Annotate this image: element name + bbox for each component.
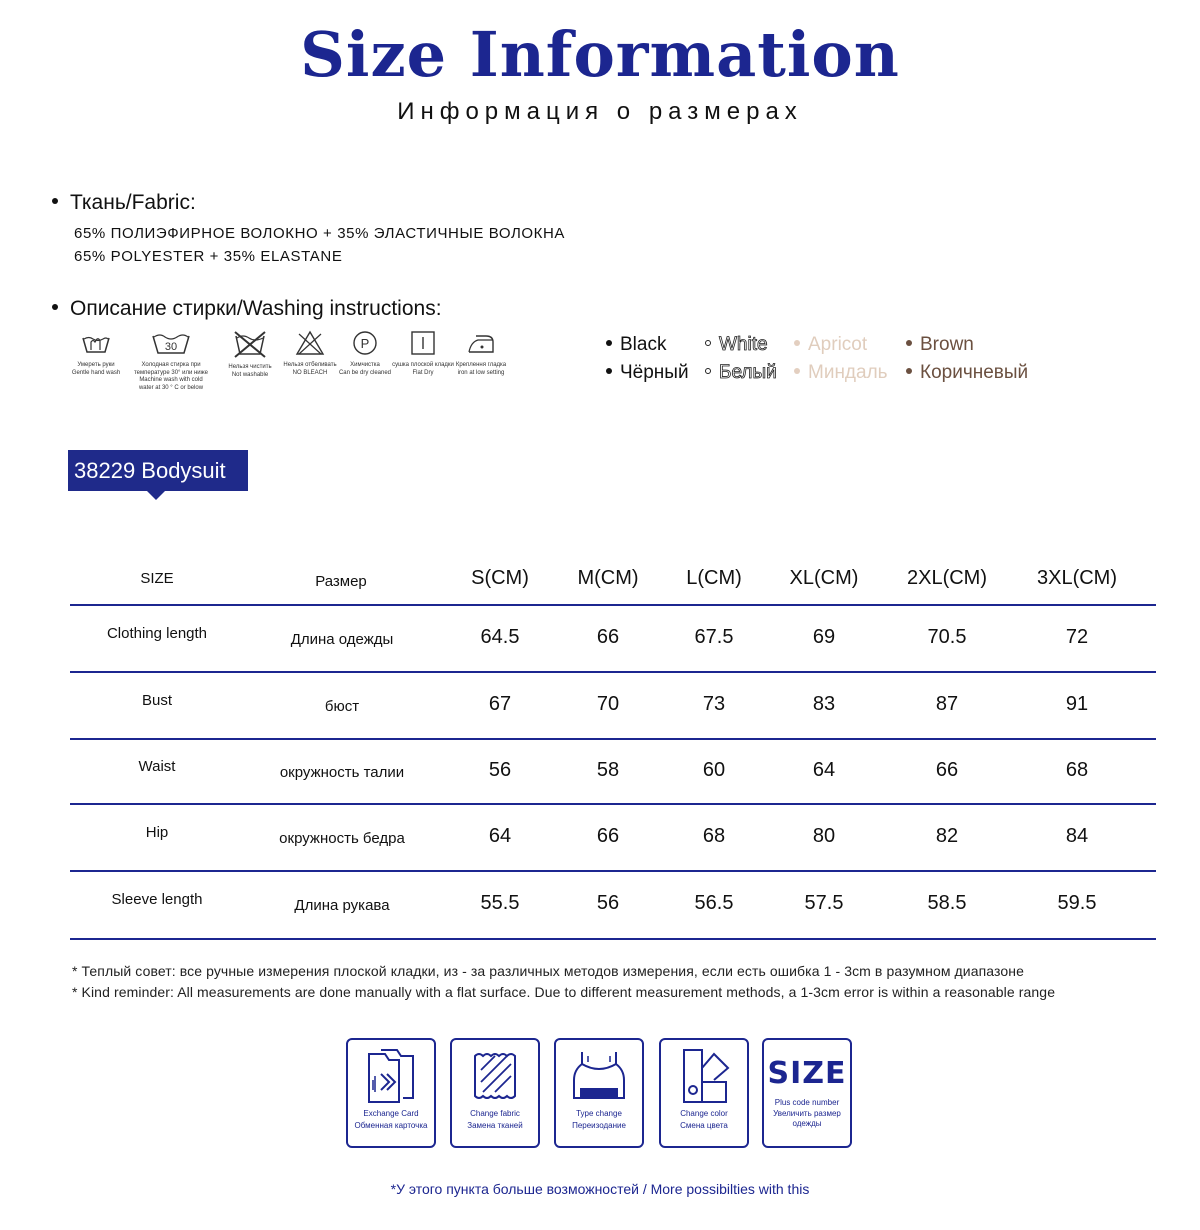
header-xl: XL(CM) bbox=[789, 567, 859, 589]
color-label: Apricot bbox=[808, 334, 868, 355]
size-icon: SIZE bbox=[767, 1056, 847, 1091]
feature-plus-size bbox=[762, 1038, 852, 1148]
size-value-cell: 56.5 bbox=[694, 892, 734, 914]
color-swatch bbox=[606, 368, 612, 374]
wash-caption-en: Can be dry cleaned bbox=[338, 369, 392, 376]
no-bleach-icon bbox=[295, 330, 325, 356]
hand-wash-icon bbox=[81, 330, 111, 356]
size-value-cell: 83 bbox=[812, 692, 836, 715]
table-row bbox=[0, 805, 1200, 870]
size-value-cell: 73 bbox=[702, 692, 726, 715]
feature-type-change bbox=[554, 1038, 644, 1148]
size-table bbox=[70, 550, 1156, 606]
wash-caption-ru: Нельзя отбеливать bbox=[283, 362, 337, 368]
color-options bbox=[606, 334, 1086, 394]
color-swatch bbox=[606, 340, 612, 346]
row-label-en: Bust bbox=[141, 691, 172, 709]
feature-change-color bbox=[659, 1038, 749, 1148]
feature-change-fabric bbox=[450, 1038, 540, 1148]
size-value-cell: 69 bbox=[812, 625, 836, 648]
more-possibilities-note: *У этого пункта больше возможностей / More possibilties with this bbox=[390, 1181, 810, 1197]
header-size-en: SIZE bbox=[140, 570, 174, 587]
wash-caption-en: Machine wash with cold water at 30 ° C or below bbox=[138, 377, 204, 391]
svg-text:30: 30 bbox=[164, 341, 178, 353]
color-option-black[interactable] bbox=[606, 334, 666, 356]
bullet-dot bbox=[52, 304, 58, 310]
size-value-cell: 70.5 bbox=[927, 625, 967, 648]
color-label: Миндаль bbox=[808, 362, 888, 383]
size-value-cell: 57.5 bbox=[804, 892, 844, 914]
color-option-brown-ru[interactable] bbox=[906, 362, 1028, 384]
size-value-cell: 56 bbox=[488, 758, 512, 781]
wash-caption-ru: Нельзя чистить bbox=[228, 364, 272, 370]
wash-caption-en: Gentle hand wash bbox=[71, 369, 121, 376]
wash-caption-ru: Умереть руки bbox=[77, 362, 115, 368]
feature-label-ru: Обменная карточка bbox=[354, 1121, 428, 1130]
feature-label-en: Type change bbox=[576, 1109, 622, 1118]
feature-label-ru: Замена тканей bbox=[467, 1121, 523, 1130]
size-value-cell: 67 bbox=[488, 692, 512, 715]
color-swatch bbox=[906, 340, 912, 346]
wash-caption-ru: сушка плоской кладки bbox=[392, 362, 454, 368]
bullet-dot bbox=[52, 198, 58, 204]
wash-caption-en: Flat Dry bbox=[412, 369, 434, 376]
row-label-en: Clothing length bbox=[106, 624, 208, 642]
washing-heading-text: Описание стирки/Washing instructions: bbox=[70, 297, 442, 320]
color-swatch bbox=[906, 368, 912, 374]
color-label: White bbox=[719, 334, 768, 355]
size-value-cell: 56 bbox=[596, 892, 620, 914]
row-label-ru: окружность бедра bbox=[279, 829, 405, 847]
color-swatch bbox=[794, 368, 800, 374]
do-not-wash-icon bbox=[232, 330, 268, 358]
wash-item-machine bbox=[134, 330, 208, 392]
table-row bbox=[0, 872, 1200, 938]
machine-wash-30-icon bbox=[151, 330, 191, 356]
feature-label-en: Change color bbox=[680, 1109, 728, 1118]
size-value-cell: 87 bbox=[935, 692, 959, 715]
washing-instructions bbox=[62, 330, 522, 410]
size-value-cell: 59.5 bbox=[1057, 892, 1097, 914]
row-label-en: Waist bbox=[138, 757, 176, 775]
note-ru: * Теплый совет: все ручные измерения плоской кладки, из - за различных методов измерения, если есть ошибка 1 - 3cm в разумном диапазоне bbox=[72, 963, 1024, 979]
wash-caption-ru: Холодная стирка при температуре 30° или ниже bbox=[134, 362, 208, 376]
wash-item-iron bbox=[444, 330, 518, 377]
size-value-cell: 91 bbox=[1065, 692, 1089, 715]
size-value-cell: 67.5 bbox=[694, 625, 734, 648]
size-value-cell: 72 bbox=[1065, 625, 1089, 648]
iron-low-icon bbox=[466, 330, 496, 356]
color-label: Black bbox=[620, 334, 667, 355]
color-option-white-ru[interactable] bbox=[705, 362, 777, 384]
color-option-apricot[interactable] bbox=[794, 334, 867, 356]
fabric-heading bbox=[52, 191, 196, 215]
row-label-en: Sleeve length bbox=[111, 891, 203, 908]
size-value-cell: 70 bbox=[596, 692, 620, 715]
row-label-ru: бюст bbox=[324, 697, 360, 715]
color-label: Коричневый bbox=[920, 362, 1029, 383]
wash-caption-en: NO BLEACH bbox=[292, 369, 328, 376]
svg-text:P: P bbox=[360, 336, 370, 351]
color-label: Чёрный bbox=[620, 362, 689, 383]
feature-label-ru: Переизодание bbox=[572, 1121, 626, 1130]
header-2xl: 2XL(CM) bbox=[906, 567, 987, 589]
table-row bbox=[0, 673, 1200, 738]
feature-label-ru: Увеличить размер одежды bbox=[773, 1109, 841, 1128]
feature-label-ru: Смена цвета bbox=[680, 1121, 728, 1130]
feature-label-en: Change fabric bbox=[470, 1109, 520, 1118]
size-value-cell: 60 bbox=[702, 758, 726, 781]
size-value-cell: 82 bbox=[935, 824, 959, 847]
table-row bbox=[0, 606, 1200, 671]
color-label: Brown bbox=[920, 334, 974, 355]
color-option-white[interactable] bbox=[705, 334, 768, 356]
size-value-cell: 80 bbox=[812, 824, 836, 847]
change-color-icon bbox=[674, 1046, 734, 1108]
header-s: S(CM) bbox=[471, 567, 529, 589]
page-subtitle: Информация о размерах bbox=[397, 98, 803, 125]
product-tag: 38229 Bodysuit bbox=[68, 450, 248, 491]
page-title: Size Information bbox=[300, 18, 900, 91]
row-label-en: Hip bbox=[145, 823, 169, 841]
row-label-ru: Длина рукава bbox=[294, 897, 390, 914]
note-en: * Kind reminder: All measurements are done manually with a flat surface. Due to different measurement methods, a 1-3cm error is within a reasonable range bbox=[72, 984, 1056, 1000]
header-l: L(CM) bbox=[686, 567, 742, 589]
table-row bbox=[0, 740, 1200, 803]
type-change-icon bbox=[566, 1046, 632, 1108]
color-option-black-ru[interactable] bbox=[606, 362, 689, 384]
size-value-cell: 66 bbox=[596, 625, 620, 648]
size-value-cell: 68 bbox=[1065, 758, 1089, 781]
fabric-heading-text: Ткань/Fabric: bbox=[70, 191, 196, 214]
table-rule bbox=[70, 938, 1156, 940]
fabric-composition-ru: 65% ПОЛИЭФИРНОЕ ВОЛОКНО + 35% ЭЛАСТИЧНЫЕ ВОЛОКНА bbox=[74, 225, 566, 242]
feature-label-en: Plus code number bbox=[774, 1098, 840, 1107]
size-value-cell: 64.5 bbox=[480, 625, 520, 648]
header-size-ru: Размер bbox=[315, 573, 367, 590]
fabric-composition-en: 65% POLYESTER + 35% ELASTANE bbox=[74, 248, 343, 265]
size-value-cell: 55.5 bbox=[480, 892, 520, 914]
color-swatch bbox=[705, 340, 711, 346]
size-value-cell: 58 bbox=[596, 758, 620, 781]
color-swatch bbox=[705, 368, 711, 374]
exchange-card-icon bbox=[361, 1046, 421, 1108]
flat-dry-icon bbox=[409, 330, 437, 356]
product-tag-pointer bbox=[147, 491, 165, 500]
wash-caption-ru: Химчистка bbox=[350, 362, 380, 368]
color-swatch bbox=[794, 340, 800, 346]
washing-heading bbox=[52, 297, 442, 321]
change-fabric-icon bbox=[465, 1046, 525, 1108]
color-label: Белый bbox=[719, 362, 777, 383]
feature-label-en: Exchange Card bbox=[363, 1109, 419, 1118]
wash-caption-en: iron at low setting bbox=[457, 369, 505, 376]
row-label-ru: Длина одежды bbox=[290, 630, 394, 648]
size-value-cell: 66 bbox=[596, 824, 620, 847]
row-label-ru: окружность талии bbox=[279, 763, 405, 781]
dry-clean-p-icon bbox=[351, 330, 379, 356]
size-value-cell: 84 bbox=[1065, 824, 1089, 847]
wash-item-hand bbox=[59, 330, 133, 377]
wash-caption-ru: Креплення гладка bbox=[455, 362, 507, 368]
size-value-cell: 64 bbox=[812, 758, 836, 781]
feature-exchange-card bbox=[346, 1038, 436, 1148]
size-value-cell: 58.5 bbox=[927, 892, 967, 914]
color-option-apricot-ru[interactable] bbox=[794, 362, 888, 384]
table-header-row bbox=[70, 550, 1156, 606]
size-value-cell: 64 bbox=[488, 824, 512, 847]
header-3xl: 3XL(CM) bbox=[1036, 567, 1117, 589]
color-option-brown[interactable] bbox=[906, 334, 974, 356]
wash-caption-en: Not washable bbox=[231, 371, 269, 378]
header-m: M(CM) bbox=[577, 567, 639, 589]
size-value-cell: 66 bbox=[935, 758, 959, 781]
size-value-cell: 68 bbox=[702, 824, 726, 847]
